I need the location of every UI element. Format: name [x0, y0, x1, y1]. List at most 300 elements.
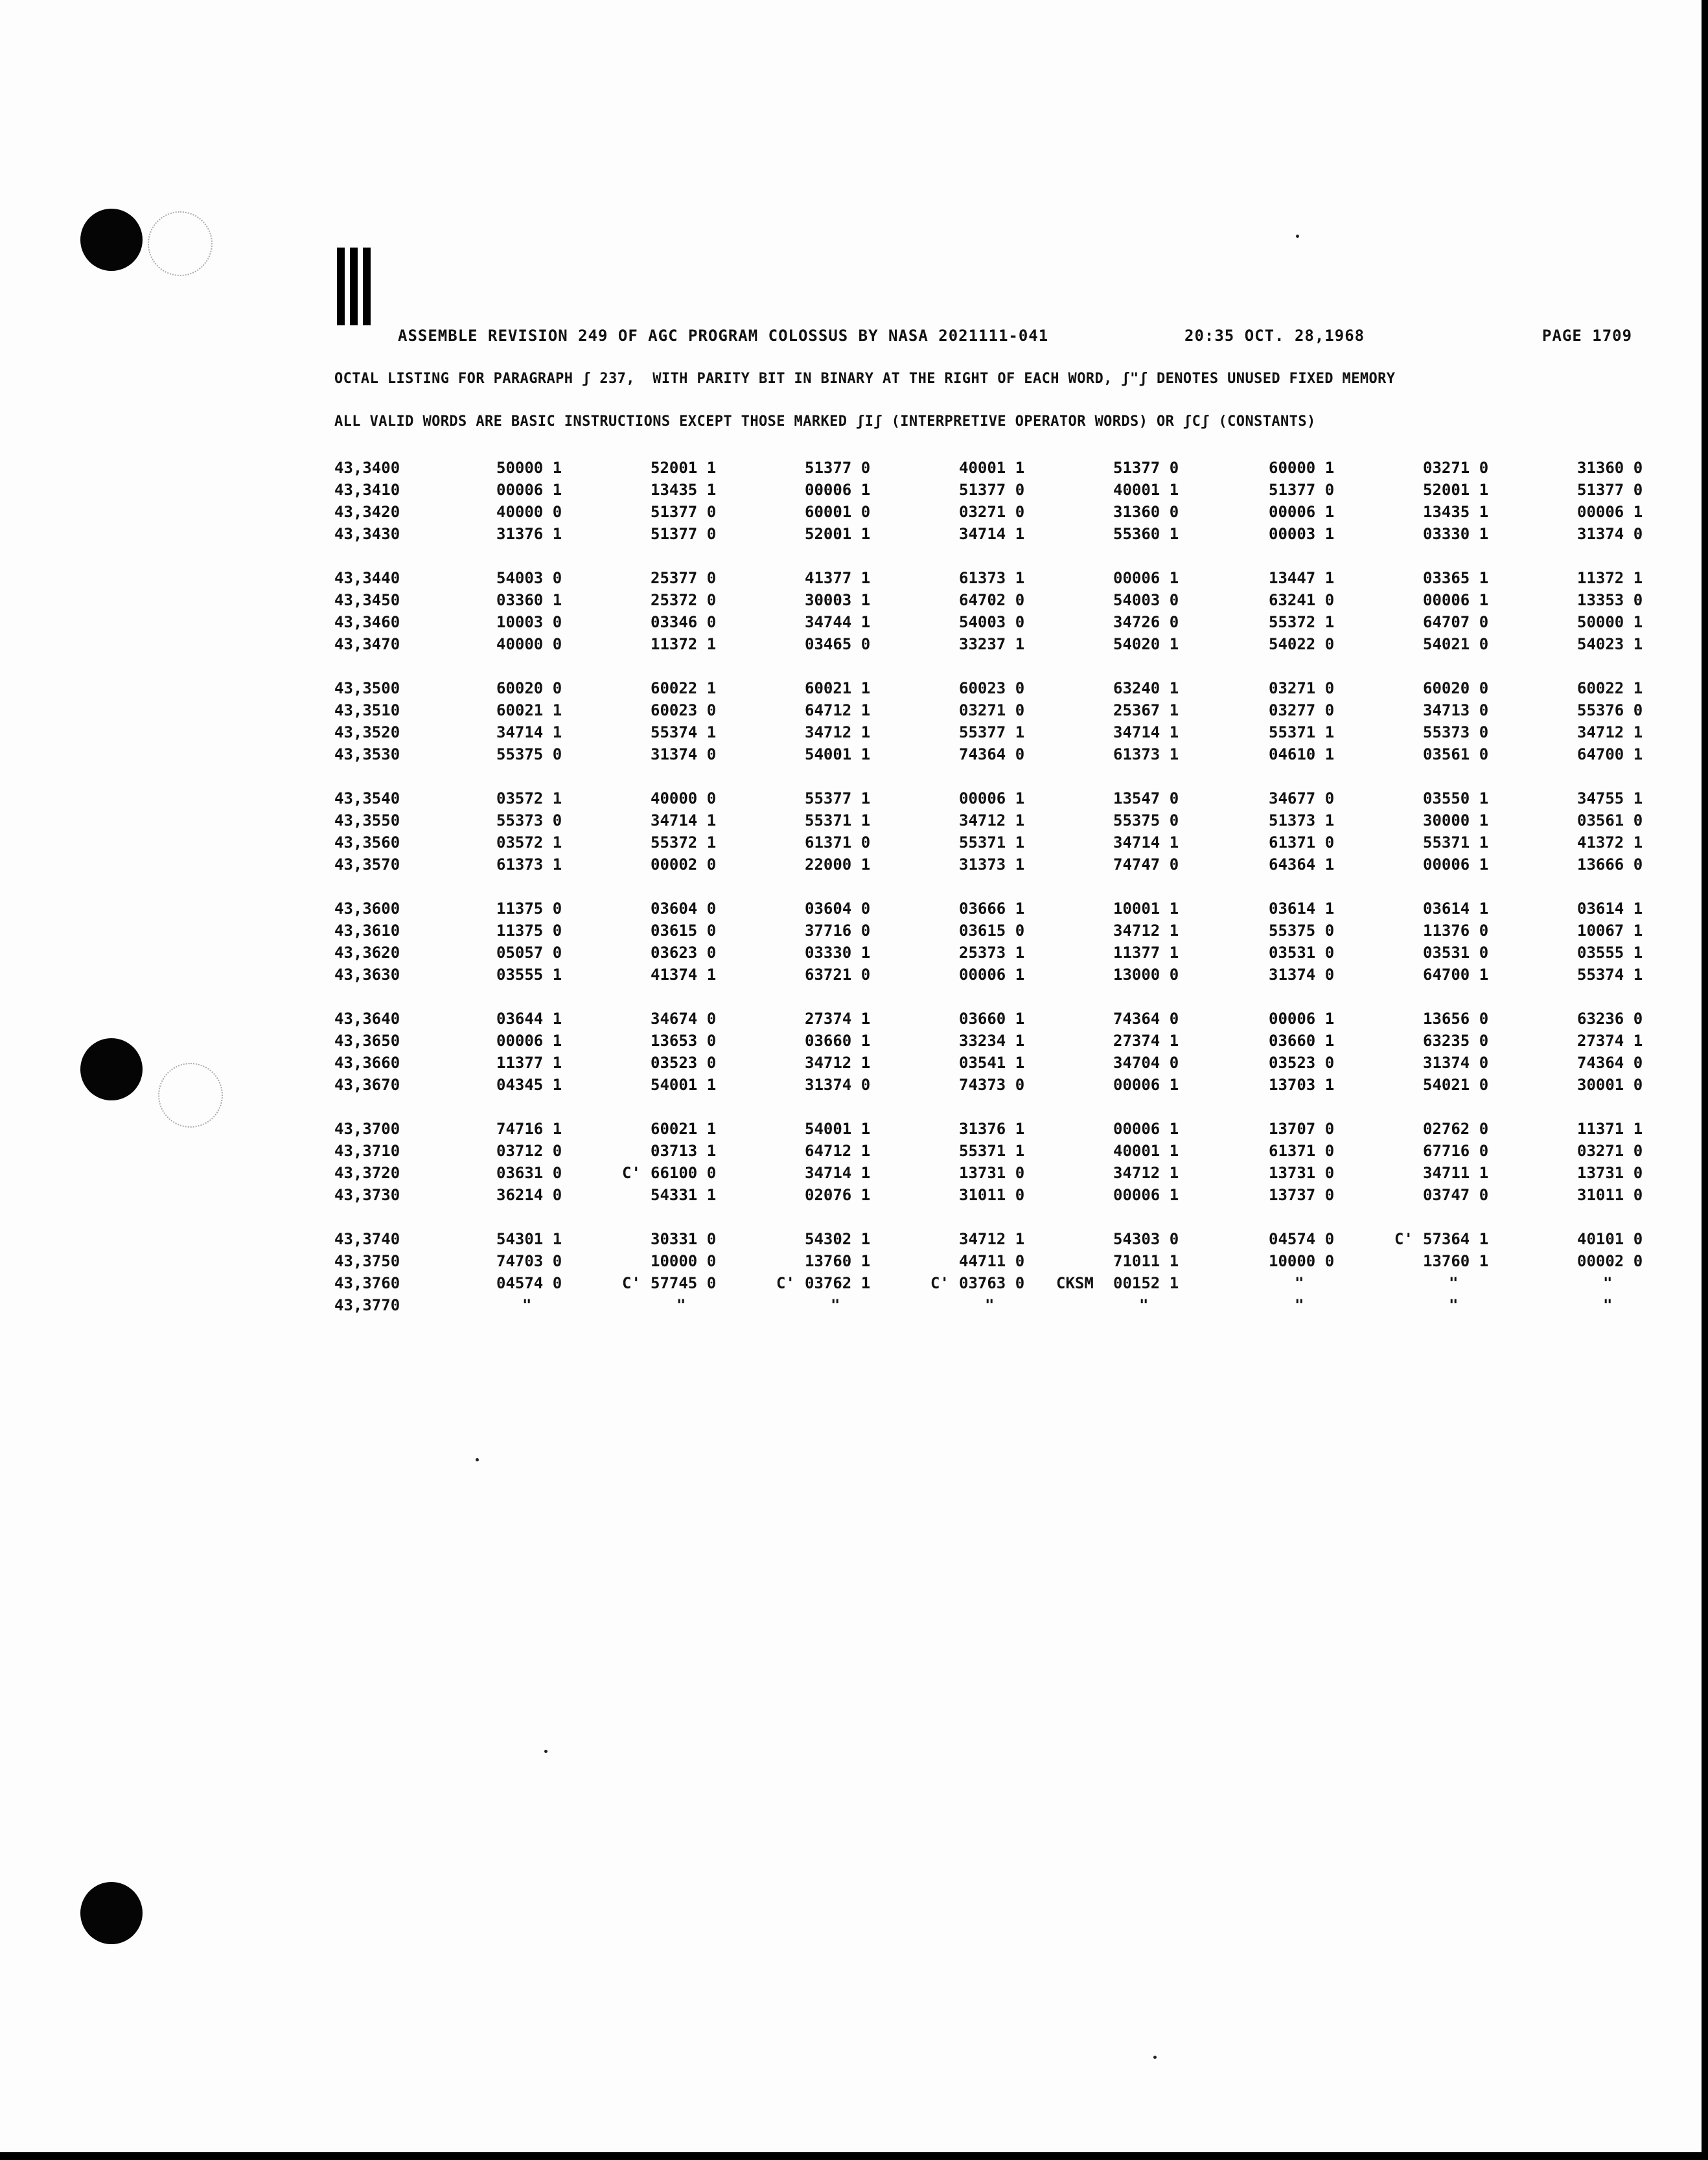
octal-word: 04574 0 — [496, 1274, 562, 1292]
octal-word: 60022 1 — [1577, 679, 1643, 697]
octal-word: " — [676, 1296, 686, 1314]
octal-word: 54021 0 — [1423, 1076, 1489, 1094]
octal-word: 60021 1 — [805, 679, 871, 697]
binder-hole-shadow-middle — [158, 1063, 223, 1128]
octal-word: 55376 0 — [1577, 701, 1643, 719]
octal-word: 31374 0 — [805, 1076, 871, 1094]
octal-word: 03631 0 — [496, 1164, 562, 1182]
octal-word: 13731 0 — [959, 1164, 1025, 1182]
octal-word: 74364 0 — [959, 745, 1025, 763]
octal-word: 55373 0 — [496, 811, 562, 830]
binder-hole-bottom — [80, 1882, 143, 1944]
binder-hole-shadow-top — [148, 211, 213, 276]
octal-word: 40000 0 — [496, 635, 562, 653]
octal-word: 00006 1 — [1113, 1186, 1179, 1204]
octal-word: 34714 1 — [651, 811, 717, 830]
binder-hole-middle — [80, 1038, 143, 1100]
row-address: 43,3410 — [334, 481, 400, 499]
octal-word: 34744 1 — [805, 613, 871, 631]
octal-word: 61371 0 — [1269, 1142, 1335, 1160]
row-address: 43,3560 — [334, 833, 400, 852]
octal-word: 34755 1 — [1577, 789, 1643, 807]
octal-word: 34704 0 — [1113, 1054, 1179, 1072]
octal-word: 34712 1 — [1113, 1164, 1179, 1182]
octal-word: 34726 0 — [1113, 613, 1179, 631]
octal-word: 61371 0 — [1269, 833, 1335, 852]
octal-word: 67716 0 — [1423, 1142, 1489, 1160]
octal-word: 74373 0 — [959, 1076, 1025, 1094]
octal-word: 03572 1 — [496, 789, 562, 807]
octal-word: 40001 1 — [959, 459, 1025, 477]
octal-word: 11371 1 — [1577, 1120, 1643, 1138]
octal-word: 03561 0 — [1577, 811, 1643, 830]
octal-word: " — [1295, 1296, 1304, 1314]
octal-word: 13666 0 — [1577, 855, 1643, 874]
scan-speck — [544, 1750, 548, 1753]
octal-word: 27374 1 — [805, 1010, 871, 1028]
octal-word: 55372 1 — [651, 833, 717, 852]
scan-speck — [476, 1458, 479, 1461]
octal-word: 51377 0 — [1577, 481, 1643, 499]
octal-word: 03365 1 — [1423, 569, 1489, 587]
octal-word: 03346 0 — [651, 613, 717, 631]
octal-word: 34712 1 — [1577, 723, 1643, 741]
octal-word: 13760 1 — [1423, 1252, 1489, 1270]
octal-word: 61373 1 — [1113, 745, 1179, 763]
octal-word: 10003 0 — [496, 613, 562, 631]
octal-word: 31374 0 — [1577, 525, 1643, 543]
scan-edge-right — [1702, 0, 1708, 2160]
octal-word: 31011 0 — [959, 1186, 1025, 1204]
octal-word: " — [1449, 1274, 1459, 1292]
octal-word: 52001 1 — [805, 525, 871, 543]
octal-word: 00006 1 — [1577, 503, 1643, 521]
octal-word: 03614 1 — [1269, 900, 1335, 918]
octal-word: 13760 1 — [805, 1252, 871, 1270]
octal-word: 55375 0 — [1269, 922, 1335, 940]
octal-word: 31360 0 — [1577, 459, 1643, 477]
octal-word: 03615 0 — [959, 922, 1025, 940]
octal-word: 03561 0 — [1423, 745, 1489, 763]
octal-word: 60023 0 — [651, 701, 717, 719]
octal-word: 55371 1 — [1269, 723, 1335, 741]
octal-word: 00006 1 — [1269, 503, 1335, 521]
octal-word: 34713 0 — [1423, 701, 1489, 719]
octal-word: " — [1449, 1296, 1459, 1314]
octal-word: 03271 0 — [1577, 1142, 1643, 1160]
octal-word: 55360 1 — [1113, 525, 1179, 543]
octal-word: 60001 0 — [805, 503, 871, 521]
octal-word: 51377 0 — [1113, 459, 1179, 477]
octal-word: 00006 1 — [1113, 1120, 1179, 1138]
octal-word: 37716 0 — [805, 922, 871, 940]
octal-word: 03614 1 — [1423, 900, 1489, 918]
octal-word: 54022 0 — [1269, 635, 1335, 653]
scan-edge-bottom — [0, 2152, 1708, 2160]
row-address: 43,3720 — [334, 1164, 400, 1182]
octal-word: 03762 1 — [805, 1274, 871, 1292]
octal-word: 11375 0 — [496, 922, 562, 940]
octal-word: 54001 1 — [805, 1120, 871, 1138]
octal-word: 00003 1 — [1269, 525, 1335, 543]
octal-word: 02076 1 — [805, 1186, 871, 1204]
octal-word: 03644 1 — [496, 1010, 562, 1028]
row-address: 43,3760 — [334, 1274, 400, 1292]
octal-word: 60022 1 — [651, 679, 717, 697]
octal-word: 03465 0 — [805, 635, 871, 653]
sheet-bar-mark-2 — [350, 248, 358, 325]
octal-word: 55377 1 — [959, 723, 1025, 741]
octal-word: 54020 1 — [1113, 635, 1179, 653]
octal-word: 13737 0 — [1269, 1186, 1335, 1204]
octal-word: 22000 1 — [805, 855, 871, 874]
octal-word: 03531 0 — [1423, 944, 1489, 962]
row-address: 43,3630 — [334, 966, 400, 984]
octal-word: 55377 1 — [805, 789, 871, 807]
octal-word: 51377 0 — [1269, 481, 1335, 499]
octal-word: 11377 1 — [1113, 944, 1179, 962]
octal-word: 03360 1 — [496, 591, 562, 609]
octal-word: 64702 0 — [959, 591, 1025, 609]
octal-word: 41374 1 — [651, 966, 717, 984]
octal-word: 33237 1 — [959, 635, 1025, 653]
octal-word: 31360 0 — [1113, 503, 1179, 521]
octal-word: 11377 1 — [496, 1054, 562, 1072]
row-address: 43,3740 — [334, 1230, 400, 1248]
word-marker: C' — [622, 1274, 641, 1292]
octal-word: 51377 0 — [651, 525, 717, 543]
row-address: 43,3430 — [334, 525, 400, 543]
octal-word: 34712 1 — [959, 1230, 1025, 1248]
row-address: 43,3660 — [334, 1054, 400, 1072]
octal-word: 00006 1 — [1269, 1010, 1335, 1028]
row-address: 43,3570 — [334, 855, 400, 874]
octal-word: " — [1139, 1296, 1149, 1314]
octal-word: " — [831, 1296, 840, 1314]
octal-word: 10000 0 — [1269, 1252, 1335, 1270]
octal-word: 00152 1 — [1113, 1274, 1179, 1292]
row-address: 43,3440 — [334, 569, 400, 587]
row-address: 43,3540 — [334, 789, 400, 807]
row-address: 43,3420 — [334, 503, 400, 521]
octal-word: 13731 0 — [1577, 1164, 1643, 1182]
octal-word: 03614 1 — [1577, 900, 1643, 918]
row-address: 43,3610 — [334, 922, 400, 940]
octal-word: 31373 1 — [959, 855, 1025, 874]
row-address: 43,3470 — [334, 635, 400, 653]
octal-word: 74716 1 — [496, 1120, 562, 1138]
octal-word: 13653 0 — [651, 1032, 717, 1050]
octal-word: 60000 1 — [1269, 459, 1335, 477]
octal-word: 13435 1 — [651, 481, 717, 499]
octal-word: 40001 1 — [1113, 481, 1179, 499]
octal-word: 44711 0 — [959, 1252, 1025, 1270]
row-address: 43,3400 — [334, 459, 400, 477]
octal-word: 36214 0 — [496, 1186, 562, 1204]
octal-word: 34677 0 — [1269, 789, 1335, 807]
octal-word: 54303 0 — [1113, 1230, 1179, 1248]
octal-word: 55371 1 — [1423, 833, 1489, 852]
octal-word: 40000 0 — [496, 503, 562, 521]
octal-word: 00006 1 — [1423, 855, 1489, 874]
octal-word: 03713 1 — [651, 1142, 717, 1160]
octal-word: 03271 0 — [1269, 679, 1335, 697]
octal-word: " — [985, 1296, 995, 1314]
octal-word: 03660 1 — [1269, 1032, 1335, 1050]
row-address: 43,3510 — [334, 701, 400, 719]
octal-word: 64364 1 — [1269, 855, 1335, 874]
octal-word: 34712 1 — [959, 811, 1025, 830]
octal-word: 11376 0 — [1423, 922, 1489, 940]
octal-word: 03550 1 — [1423, 789, 1489, 807]
octal-word: 31374 0 — [1269, 966, 1335, 984]
octal-word: 30000 1 — [1423, 811, 1489, 830]
octal-word: 13435 1 — [1423, 503, 1489, 521]
octal-word: 10067 1 — [1577, 922, 1643, 940]
octal-word: 64707 0 — [1423, 613, 1489, 631]
row-address: 43,3710 — [334, 1142, 400, 1160]
octal-word: 31374 0 — [1423, 1054, 1489, 1072]
octal-word: 60023 0 — [959, 679, 1025, 697]
octal-word: 31374 0 — [651, 745, 717, 763]
octal-word: 52001 1 — [651, 459, 717, 477]
octal-word: " — [1295, 1274, 1304, 1292]
octal-word: 27374 1 — [1577, 1032, 1643, 1050]
octal-word: 03604 0 — [651, 900, 717, 918]
octal-word: 00002 0 — [1577, 1252, 1643, 1270]
row-address: 43,3520 — [334, 723, 400, 741]
octal-word: 40001 1 — [1113, 1142, 1179, 1160]
octal-word: 13656 0 — [1423, 1010, 1489, 1028]
octal-word: 74747 0 — [1113, 855, 1179, 874]
octal-word: 31011 0 — [1577, 1186, 1643, 1204]
octal-word: 03271 0 — [1423, 459, 1489, 477]
octal-word: 54302 1 — [805, 1230, 871, 1248]
octal-word: 63240 1 — [1113, 679, 1179, 697]
octal-word: 54301 1 — [496, 1230, 562, 1248]
octal-word: 34712 1 — [1113, 922, 1179, 940]
header-page-number: PAGE 1709 — [1542, 327, 1633, 345]
octal-word: 51377 0 — [959, 481, 1025, 499]
octal-word: 00006 1 — [496, 1032, 562, 1050]
word-marker: C' — [930, 1274, 949, 1292]
octal-word: 55373 0 — [1423, 723, 1489, 741]
header-title: ASSEMBLE REVISION 249 OF AGC PROGRAM COLOSSUS BY NASA 2021111-041 — [398, 327, 1049, 345]
binder-hole-top — [80, 209, 143, 271]
octal-word: 63236 0 — [1577, 1010, 1643, 1028]
octal-word: 63235 0 — [1423, 1032, 1489, 1050]
octal-word: 40101 0 — [1577, 1230, 1643, 1248]
octal-word: 27374 1 — [1113, 1032, 1179, 1050]
octal-word: 34714 1 — [1113, 833, 1179, 852]
octal-word: 63241 0 — [1269, 591, 1335, 609]
octal-word: 41372 1 — [1577, 833, 1643, 852]
octal-word: 03572 1 — [496, 833, 562, 852]
octal-word: 04610 1 — [1269, 745, 1335, 763]
octal-word: 03271 0 — [959, 503, 1025, 521]
row-address: 43,3650 — [334, 1032, 400, 1050]
octal-word: 03615 0 — [651, 922, 717, 940]
octal-word: 50000 1 — [496, 459, 562, 477]
octal-word: 00006 1 — [959, 789, 1025, 807]
word-marker: C' — [776, 1274, 795, 1292]
octal-word: 54003 0 — [959, 613, 1025, 631]
octal-word: 13707 0 — [1269, 1120, 1335, 1138]
octal-word: 03555 1 — [496, 966, 562, 984]
row-address: 43,3530 — [334, 745, 400, 763]
octal-word: 51377 0 — [805, 459, 871, 477]
row-address: 43,3550 — [334, 811, 400, 830]
row-address: 43,3600 — [334, 900, 400, 918]
octal-word: 10001 1 — [1113, 900, 1179, 918]
octal-word: 30331 0 — [651, 1230, 717, 1248]
octal-word: 03541 1 — [959, 1054, 1025, 1072]
octal-word: 33234 1 — [959, 1032, 1025, 1050]
octal-word: 64700 1 — [1577, 745, 1643, 763]
octal-word: 13547 0 — [1113, 789, 1179, 807]
octal-word: 02762 0 — [1423, 1120, 1489, 1138]
octal-word: 55375 0 — [1113, 811, 1179, 830]
octal-word: 54331 1 — [651, 1186, 717, 1204]
row-address: 43,3500 — [334, 679, 400, 697]
octal-word: 54001 1 — [651, 1076, 717, 1094]
sheet-bar-mark-3 — [363, 248, 371, 325]
octal-word: 60020 0 — [496, 679, 562, 697]
octal-word: 66100 0 — [651, 1164, 717, 1182]
octal-word: 55374 1 — [1577, 966, 1643, 984]
octal-word: 11375 0 — [496, 900, 562, 918]
octal-word: 03660 1 — [959, 1010, 1025, 1028]
header-word-types-note: ALL VALID WORDS ARE BASIC INSTRUCTIONS EXCEPT THOSE MARKED ʃIʃ (INTERPRETIVE OPERATOR WORDS) OR ʃCʃ (CONSTANTS) — [334, 413, 1316, 430]
octal-word: 55371 1 — [805, 811, 871, 830]
octal-word: 34714 1 — [805, 1164, 871, 1182]
octal-word: 13000 0 — [1113, 966, 1179, 984]
octal-word: " — [1603, 1274, 1613, 1292]
octal-word: 25377 0 — [651, 569, 717, 587]
octal-word: 13447 1 — [1269, 569, 1335, 587]
header-listing-description: OCTAL LISTING FOR PARAGRAPH ʃ 237, WITH PARITY BIT IN BINARY AT THE RIGHT OF EACH WORD, ʃ"ʃ DENOTES UNUSED FIXED MEMORY — [334, 371, 1396, 387]
word-marker: CKSM — [1056, 1274, 1094, 1292]
octal-word: 03623 0 — [651, 944, 717, 962]
octal-word: 50000 1 — [1577, 613, 1643, 631]
octal-word: 00006 1 — [1423, 591, 1489, 609]
octal-word: 03747 0 — [1423, 1186, 1489, 1204]
row-address: 43,3460 — [334, 613, 400, 631]
octal-word: 55374 1 — [651, 723, 717, 741]
octal-word: 74364 0 — [1577, 1054, 1643, 1072]
octal-word: 31376 1 — [959, 1120, 1025, 1138]
scan-speck — [1153, 2056, 1157, 2059]
octal-word: 03604 0 — [805, 900, 871, 918]
octal-word: 55372 1 — [1269, 613, 1335, 631]
octal-word: 60021 1 — [496, 701, 562, 719]
octal-word: 34714 1 — [496, 723, 562, 741]
octal-word: 03763 0 — [959, 1274, 1025, 1292]
octal-word: 03660 1 — [805, 1032, 871, 1050]
octal-word: 30001 0 — [1577, 1076, 1643, 1094]
octal-word: 55371 1 — [959, 833, 1025, 852]
octal-word: 54021 0 — [1423, 635, 1489, 653]
octal-word: 03666 1 — [959, 900, 1025, 918]
octal-word: 64700 1 — [1423, 966, 1489, 984]
octal-word: 30003 1 — [805, 591, 871, 609]
row-address: 43,3730 — [334, 1186, 400, 1204]
octal-word: 03277 0 — [1269, 701, 1335, 719]
octal-word: 05057 0 — [496, 944, 562, 962]
octal-word: " — [1603, 1296, 1613, 1314]
row-address: 43,3700 — [334, 1120, 400, 1138]
octal-word: 61373 1 — [496, 855, 562, 874]
sheet-bar-mark-1 — [337, 248, 345, 325]
octal-word: 03330 1 — [1423, 525, 1489, 543]
octal-word: 60020 0 — [1423, 679, 1489, 697]
octal-word: 11372 1 — [651, 635, 717, 653]
octal-word: 25367 1 — [1113, 701, 1179, 719]
row-address: 43,3750 — [334, 1252, 400, 1270]
row-address: 43,3620 — [334, 944, 400, 962]
octal-word: 34712 1 — [805, 1054, 871, 1072]
header-timestamp: 20:35 OCT. 28,1968 — [1184, 327, 1365, 345]
octal-word: 54001 1 — [805, 745, 871, 763]
octal-word: 03271 0 — [959, 701, 1025, 719]
scan-speck — [1296, 235, 1299, 238]
octal-word: 00006 1 — [496, 481, 562, 499]
octal-word: 00006 1 — [959, 966, 1025, 984]
octal-word: 00006 1 — [1113, 569, 1179, 587]
octal-word: 34714 1 — [959, 525, 1025, 543]
octal-word: 25372 0 — [651, 591, 717, 609]
octal-word: 64712 1 — [805, 701, 871, 719]
octal-word: 00002 0 — [651, 855, 717, 874]
octal-word: 41377 1 — [805, 569, 871, 587]
octal-word: 03523 0 — [1269, 1054, 1335, 1072]
octal-word: 34711 1 — [1423, 1164, 1489, 1182]
octal-word: 54003 0 — [1113, 591, 1179, 609]
octal-word: 34714 1 — [1113, 723, 1179, 741]
octal-word: 54003 0 — [496, 569, 562, 587]
octal-word: 04345 1 — [496, 1076, 562, 1094]
row-address: 43,3450 — [334, 591, 400, 609]
octal-word: 57364 1 — [1423, 1230, 1489, 1248]
octal-word: 61371 0 — [805, 833, 871, 852]
octal-word: 64712 1 — [805, 1142, 871, 1160]
octal-word: 13353 0 — [1577, 591, 1643, 609]
row-address: 43,3670 — [334, 1076, 400, 1094]
octal-word: 03330 1 — [805, 944, 871, 962]
octal-word: 60021 1 — [651, 1120, 717, 1138]
octal-word: 55375 0 — [496, 745, 562, 763]
word-marker: C' — [1394, 1230, 1413, 1248]
octal-word: 03555 1 — [1577, 944, 1643, 962]
octal-word: " — [522, 1296, 532, 1314]
octal-word: 51377 0 — [651, 503, 717, 521]
octal-word: 13731 0 — [1269, 1164, 1335, 1182]
octal-word: 00006 1 — [805, 481, 871, 499]
octal-word: 03531 0 — [1269, 944, 1335, 962]
octal-word: 04574 0 — [1269, 1230, 1335, 1248]
octal-word: 54023 1 — [1577, 635, 1643, 653]
octal-word: 51373 1 — [1269, 811, 1335, 830]
octal-word: 13703 1 — [1269, 1076, 1335, 1094]
octal-word: 31376 1 — [496, 525, 562, 543]
octal-word: 57745 0 — [651, 1274, 717, 1292]
octal-word: 61373 1 — [959, 569, 1025, 587]
octal-word: 55371 1 — [959, 1142, 1025, 1160]
octal-word: 34674 0 — [651, 1010, 717, 1028]
octal-word: 10000 0 — [651, 1252, 717, 1270]
octal-word: 03523 0 — [651, 1054, 717, 1072]
octal-word: 74703 0 — [496, 1252, 562, 1270]
